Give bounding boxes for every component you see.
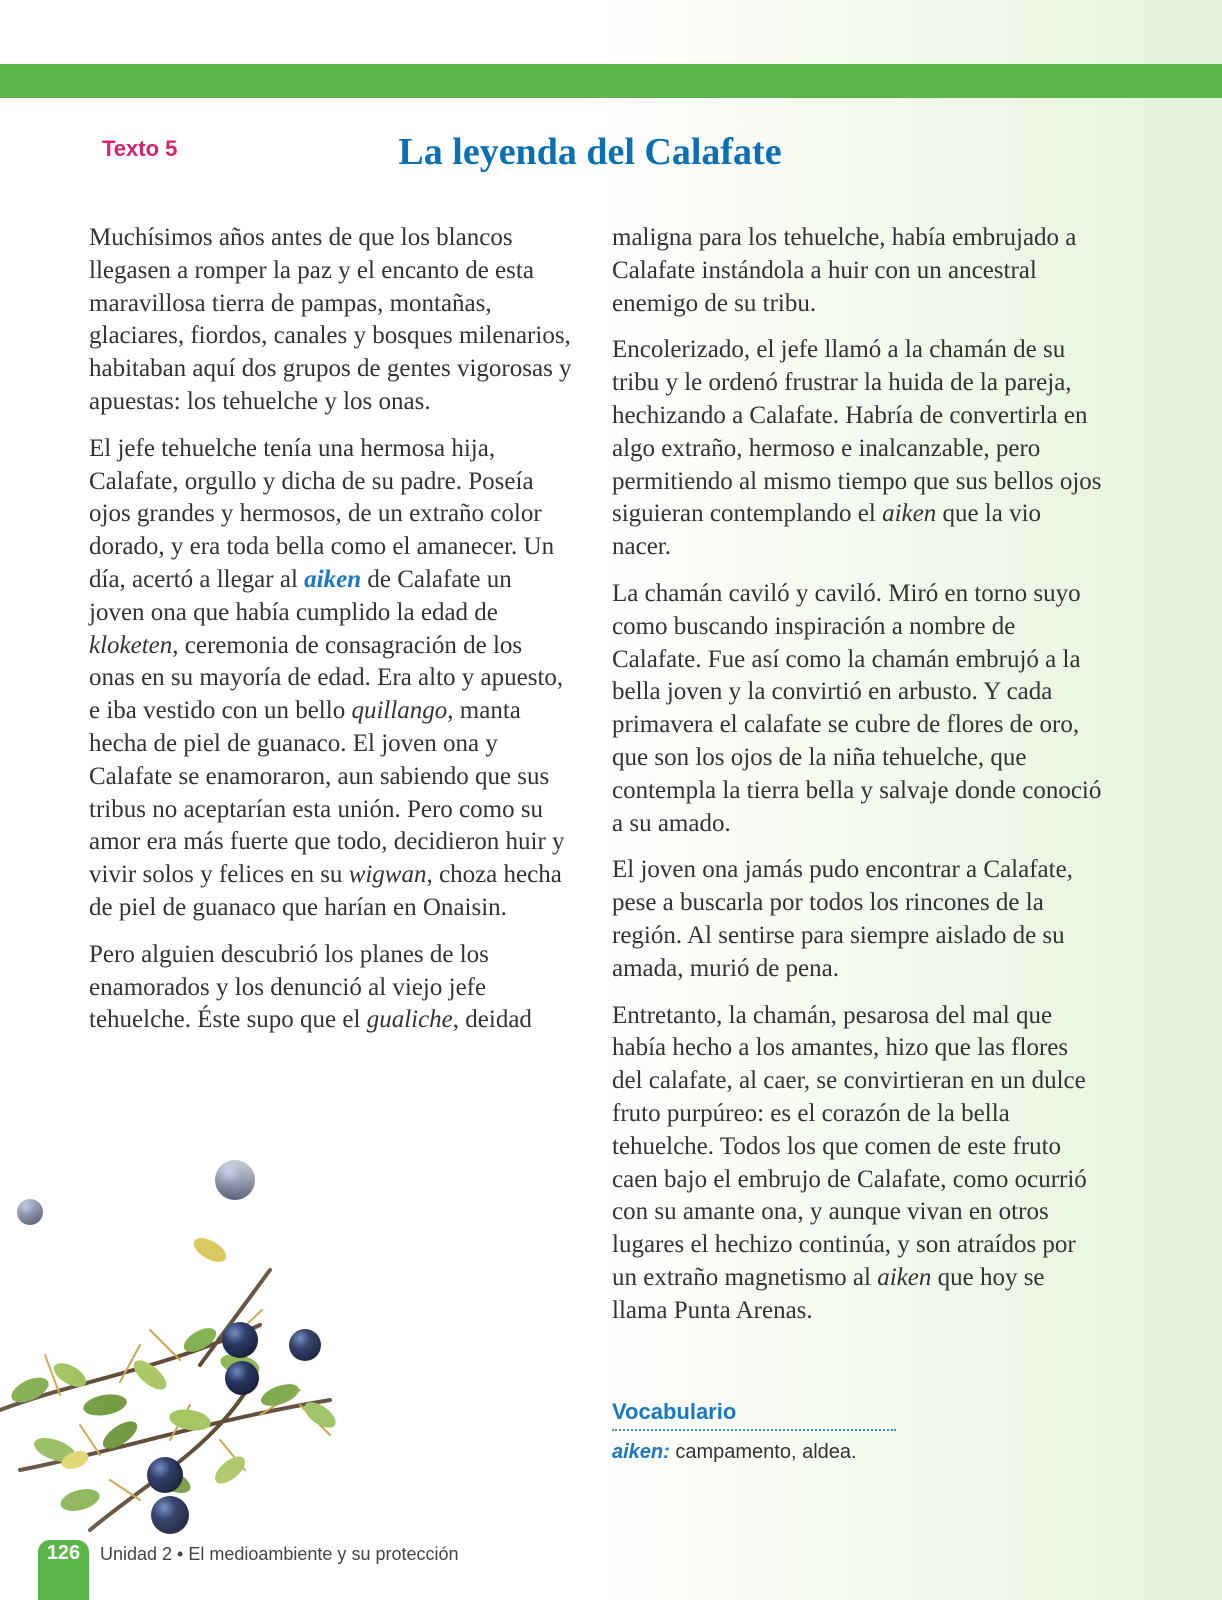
paragraph	[612, 1000, 1102, 1328]
italic-term: gualiche	[366, 1006, 453, 1034]
text-run: , choza hecha de piel de guanaco que harían en Onaisin.	[89, 861, 562, 921]
text-run: El jefe tehuelche tenía una hermosa hija, Calafate, orgullo y dicha de su padre. Poseía ojos grandes y hermosos, de un extraño color dorado, y era toda bella como el amanecer. Un día, acertó a llegar al	[89, 434, 555, 593]
left-column	[89, 222, 573, 1051]
vocabulary-definition: campamento, aldea.	[669, 1441, 857, 1463]
text-run: Encolerizado, el jefe llamó a la chamán de su tribu y le ordenó frustrar la huida de la pareja, hechizando a Calafate. Habría de convertirla en algo extraño, hermoso e inalcanzable, pero permitiendo al mismo tiempo que sus bellos ojos siguieran contemplando el	[612, 336, 1102, 528]
text-run: , deidad	[452, 1006, 532, 1034]
text-run: de Calafate un joven ona que había cumplido la edad de	[89, 565, 512, 626]
italic-term: aiken	[882, 500, 937, 528]
vocabulary-entry	[612, 1441, 896, 1464]
paragraph: Muchísimos años antes de que los blancos llegasen a romper la paz y el encanto de esta maravillosa tierra de pampas, montañas, glaciares, fiordos, canales y bosques milenarios, habitaban aquí dos grupos de gentes vigorosas y apuestas: los tehuelche y los onas.	[89, 224, 572, 415]
page-title: La leyenda del Calafate	[398, 131, 782, 173]
text-run: que la vio nacer.	[612, 500, 1042, 561]
paragraph	[612, 334, 1102, 564]
text-run: Pero alguien descubrió los planes de los enamorados y los denunció al viejo jefe tehuelche. Éste supo que el	[89, 940, 489, 1034]
photo-fade-overlay	[0, 1150, 560, 1570]
paragraph: La chamán caviló y caviló. Miró en torno suyo como buscando inspiración a nombre de Calafate. Fue así como la chamán embrujó a la bella joven y la convirtió en arbusto. Y cada primavera el calafate se cubre de flores de oro, que son los ojos de la niña tehuelche, que contempla la tierra bella y salvaje donde conoció a su amado.	[612, 579, 1102, 837]
calafate-berries-photo	[0, 1150, 560, 1570]
right-column	[612, 222, 1102, 1342]
text-number-label: Texto 5	[102, 136, 178, 161]
italic-term: kloketen	[89, 631, 173, 659]
vocabulary-box	[612, 1399, 896, 1464]
page-number: 126	[46, 1542, 81, 1564]
paragraph: maligna para los tehuelche, había embrujado a Calafate instándola a huir con un ancestral enemigo de su tribu.	[612, 224, 1077, 317]
glossary-term: aiken	[304, 565, 362, 593]
vocabulary-title: Vocabulario	[612, 1399, 896, 1431]
italic-term: aiken	[877, 1263, 932, 1291]
italic-term: wigwan	[348, 861, 427, 889]
italic-term: quillango	[351, 697, 448, 725]
paragraph: El joven ona jamás pudo encontrar a Calafate, pese a buscarla por todos los rincones de la región. Al sentirse para siempre aislado de su amada, murió de pena.	[612, 856, 1073, 982]
vocabulary-term: aiken:	[612, 1441, 670, 1463]
paragraph	[89, 433, 573, 925]
text-run: Entretanto, la chamán, pesarosa del mal que había hecho a los amantes, hizo que las flores del calafate, al caer, se convirtieran en un dulce fruto purpúreo: es el corazón de la bella tehuelche. Todos los que comen de este fruto caen bajo el embrujo de Calafate, como ocurrió con su amante ona, y aunque vivan en otros lugares el hechizo continúa, y son atraídos por un extraño magnetismo al	[612, 1001, 1087, 1291]
text-run: , ceremonia de consagración de los onas en su mayoría de edad. Era alto y apuesto, e iba vestido con un bello	[89, 631, 564, 725]
header-color-band	[0, 64, 1222, 98]
text-run: , manta hecha de piel de guanaco. El joven ona y Calafate se enamoraron, aun sabiendo que sus tribus no aceptarían esta unión. Pero como su amor era más fuerte que todo, decidieron huir y vivir solos y felices en su	[89, 697, 565, 889]
footer-unit-text: Unidad 2 • El medioambiente y su protección	[100, 1544, 459, 1564]
text-run: que hoy se llama Punta Arenas.	[612, 1263, 1045, 1324]
paragraph	[89, 939, 573, 1037]
